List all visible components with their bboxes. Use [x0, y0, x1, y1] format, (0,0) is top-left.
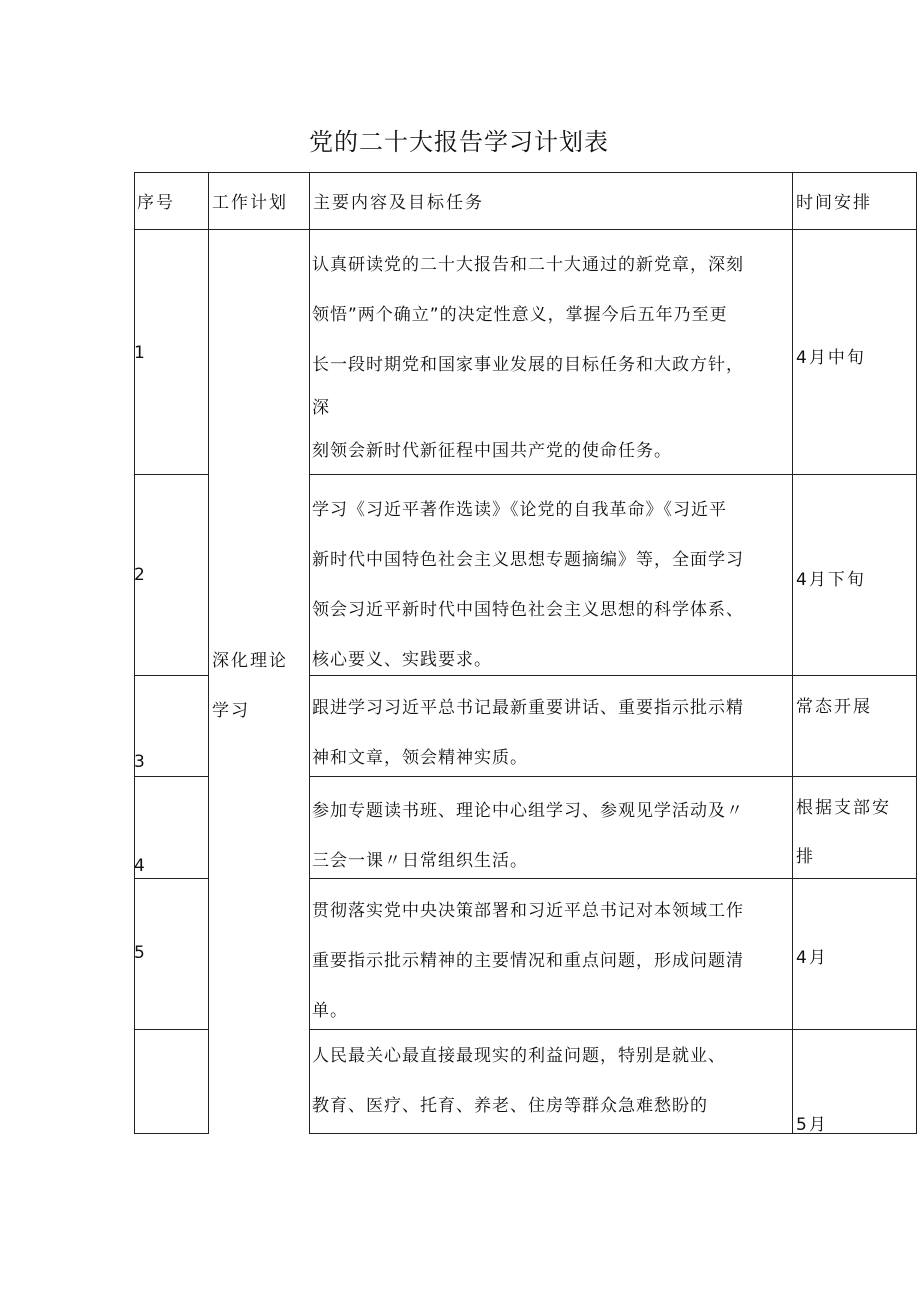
content-line: 参加专题读书班、理论中心组学习、参观见学活动及〃: [312, 801, 744, 821]
table-border-right: [916, 172, 917, 1134]
content-line: 领悟”两个确立”的决定性意义，掌握今后五年乃至更: [312, 305, 728, 325]
content-line: 领会习近平新时代中国特色社会主义思想的科学体系、: [312, 600, 744, 620]
table-row-content: [312, 683, 790, 783]
row-number: 3: [134, 752, 145, 772]
row-number: 4: [134, 856, 145, 876]
content-line: 刻领会新时代新征程中国共产党的使命任务。: [312, 441, 672, 461]
table-row-content: [312, 240, 790, 476]
row-separator: [134, 878, 208, 879]
table-row-content: [312, 786, 790, 886]
row-time: 4月: [796, 948, 828, 968]
column-separator: [208, 172, 209, 1134]
table-border-top: [134, 172, 917, 173]
row-time: 4月中旬: [796, 348, 866, 368]
row-number: 1: [134, 343, 145, 363]
row-time-line1: 根据支部安: [796, 798, 891, 818]
table-row-content: [312, 1031, 790, 1131]
page-title: 党的二十大报告学习计划表: [309, 128, 609, 156]
header-content: 主要内容及目标任务: [313, 193, 484, 213]
content-line: 深: [312, 398, 330, 418]
content-line: 贯彻落实党中央决策部署和习近平总书记对本领域工作: [312, 901, 744, 921]
column-separator: [309, 172, 310, 1134]
row-separator: [134, 776, 208, 777]
row-separator: [134, 474, 208, 475]
content-line: 长一段时期党和国家事业发展的目标任务和大政方针，: [312, 355, 744, 375]
table-border-left: [134, 172, 135, 1134]
row-separator: [134, 1029, 208, 1030]
content-line: 认真研读党的二十大报告和二十大通过的新党章，深刻: [312, 255, 744, 275]
header-no: 序号: [137, 193, 175, 213]
plan-label-line1: 深化理论: [212, 651, 288, 671]
content-line: 单。: [312, 1001, 348, 1021]
content-line: 学习《习近平著作选读》《论党的自我革命》《习近平: [312, 500, 727, 520]
row-number: 2: [134, 565, 145, 585]
content-line: 教育、医疗、托育、养老、住房等群众急难愁盼的: [312, 1096, 708, 1116]
row-time-line2: 排: [796, 847, 815, 867]
content-line: 跟进学习习近平总书记最新重要讲话、重要指示批示精: [312, 698, 744, 718]
row-time: 常态开展: [796, 697, 872, 717]
header-time: 时间安排: [796, 193, 872, 213]
content-line: 人民最关心最直接最现实的利益问题，特别是就业、: [312, 1046, 726, 1066]
content-line: 重要指示批示精神的主要情况和重点问题，形成问题清: [312, 951, 744, 971]
column-separator: [792, 172, 793, 1134]
header-plan: 工作计划: [212, 193, 288, 213]
row-separator: [134, 675, 208, 676]
content-line: 神和文章，领会精神实质。: [312, 748, 528, 768]
table-border-bottom: [134, 1133, 208, 1134]
content-line: 三会一课〃日常组织生活。: [312, 851, 528, 871]
content-line: 新时代中国特色社会主义思想专题摘编》等，全面学习: [312, 550, 744, 570]
content-line: 核心要义、实践要求。: [312, 650, 492, 670]
plan-label-line2: 学习: [212, 701, 250, 721]
header-separator: [134, 229, 917, 230]
row-number: 5: [134, 943, 145, 963]
table-row-content: [312, 485, 790, 685]
row-time: 4月下旬: [796, 570, 866, 590]
row-time: 5月: [796, 1115, 828, 1135]
table-row-content: [312, 886, 790, 1036]
